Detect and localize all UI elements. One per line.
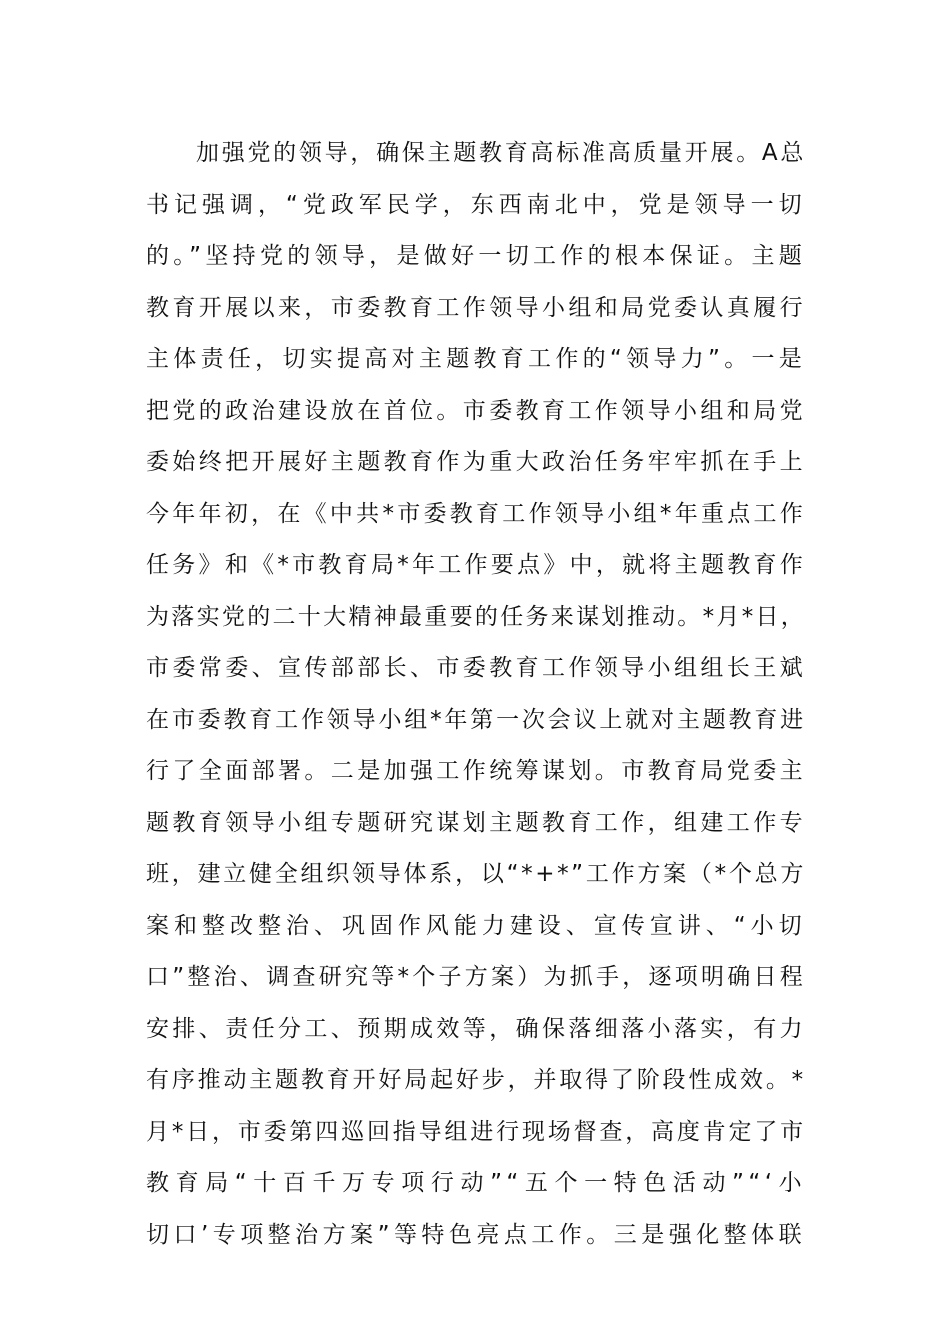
text-line: 的。”坚持党的领导，是做好一切工作的根本保证。主题 [146,243,806,269]
text-line: 安排、责任分工、预期成效等，确保落细落小落实，有力 [146,1015,806,1042]
text-line: 把党的政治建设放在首位。市委教育工作领导小组和局党 [146,397,806,424]
text-line: 任务》和《*市教育局*年工作要点》中，就将主题教育作 [146,552,806,578]
text-line: 主体责任，切实提高对主题教育工作的“领导力”。一是 [146,346,806,372]
text-line: 案和整改整治、巩固作风能力建设、宣传宣讲、“小切 [146,912,806,939]
text-line: 委始终把开展好主题教育作为重大政治任务牢牢抓在手上 [146,449,806,475]
body-paragraph [146,128,806,1261]
text-line: 月*日，市委第四巡回指导组进行现场督查，高度肯定了市 [146,1118,806,1145]
text-line: 今年年初，在《中共*市委教育工作领导小组*年重点工作 [146,500,806,527]
text-line: 市委常委、宣传部部长、市委教育工作领导小组组长王斌 [146,655,806,681]
text-line: 口”整治、调查研究等*个子方案）为抓手，逐项明确日程 [146,964,806,990]
text-line: 有序推动主题教育开好局起好步，并取得了阶段性成效。* [146,1067,806,1093]
text-line: 教育局“十百千万专项行动”“五个一特色活动”“‘小 [146,1170,806,1196]
text-line: 班，建立健全组织领导体系，以“*+*”工作方案（*个总方 [146,861,806,887]
text-line: 题教育领导小组专题研究谋划主题教育工作，组建工作专 [146,809,806,836]
text-line: 教育开展以来，市委教育工作领导小组和局党委认真履行 [146,294,806,321]
text-line: 加强党的领导，确保主题教育高标准高质量开展。A总 [196,140,806,166]
text-line: 切口’专项整治方案”等特色亮点工作。三是强化整体联 [146,1221,806,1248]
text-line: 行了全面部署。二是加强工作统筹谋划。市教育局党委主 [146,758,806,784]
text-line: 书记强调，“党政军民学，东西南北中，党是领导一切 [146,191,806,218]
text-line: 为落实党的二十大精神最重要的任务来谋划推动。*月*日， [146,603,806,630]
text-line: 在市委教育工作领导小组*年第一次会议上就对主题教育进 [146,706,806,733]
